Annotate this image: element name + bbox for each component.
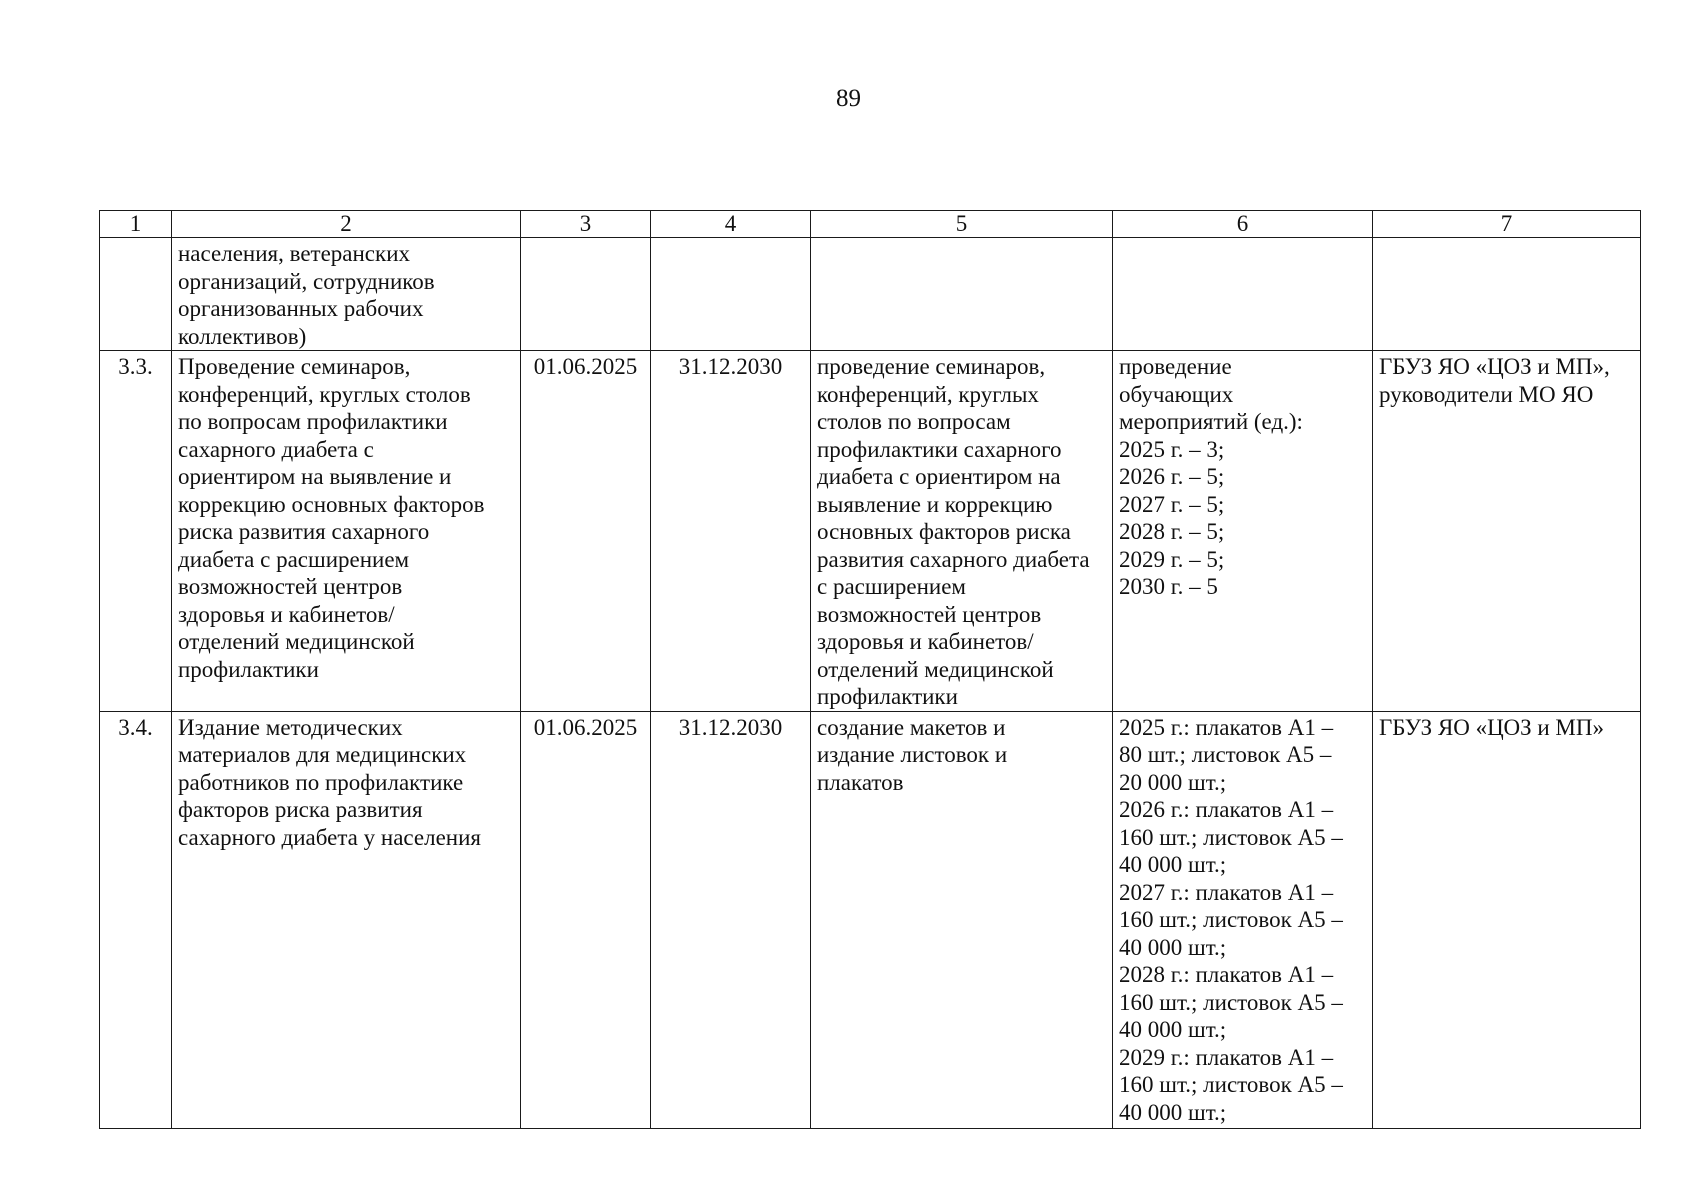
result-cell: проведение семинаров, конференций, круглых столов по вопросам профилактики сахарного диабета с ориентиром на выявление и коррекцию основных факторов риска развития сахарного диабета с расширением возможностей центров здоровья и кабинетов/ отделений медицинской профилактики bbox=[811, 351, 1113, 712]
start-date-cell: 01.06.2025 bbox=[521, 351, 651, 712]
table-row bbox=[100, 351, 1641, 712]
column-header: 6 bbox=[1113, 211, 1373, 238]
page-number: 89 bbox=[836, 85, 861, 112]
end-date-cell bbox=[651, 238, 811, 351]
indicator-cell bbox=[1113, 238, 1373, 351]
executor-cell: ГБУЗ ЯО «ЦОЗ и МП» bbox=[1373, 711, 1641, 1128]
column-header: 3 bbox=[521, 211, 651, 238]
start-date-cell: 01.06.2025 bbox=[521, 711, 651, 1128]
column-header: 1 bbox=[100, 211, 172, 238]
column-header: 7 bbox=[1373, 211, 1641, 238]
row-number-cell bbox=[100, 238, 172, 351]
row-number-cell: 3.4. bbox=[100, 711, 172, 1128]
start-date-cell bbox=[521, 238, 651, 351]
executor-cell: ГБУЗ ЯО «ЦОЗ и МП», руководители МО ЯО bbox=[1373, 351, 1641, 712]
result-cell bbox=[811, 238, 1113, 351]
column-header-row bbox=[100, 211, 1641, 238]
table-row bbox=[100, 238, 1641, 351]
activity-cell: Проведение семинаров, конференций, круглых столов по вопросам профилактики сахарного диабета с ориентиром на выявление и коррекцию основных факторов риска развития сахарного диабета с расширением возможностей центров здоровья и кабинетов/ отделений медицинской профилактики bbox=[172, 351, 521, 712]
row-number-cell: 3.3. bbox=[100, 351, 172, 712]
activity-cell: населения, ветеранских организаций, сотрудников организованных рабочих коллективов) bbox=[172, 238, 521, 351]
activity-cell: Издание методических материалов для медицинских работников по профилактике факторов риска развития сахарного диабета у населения bbox=[172, 711, 521, 1128]
column-header: 4 bbox=[651, 211, 811, 238]
indicator-cell: 2025 г.: плакатов А1 – 80 шт.; листовок А5 – 20 000 шт.; 2026 г.: плакатов А1 – 160 шт.; листовок А5 – 40 000 шт.; 2027 г.: плакатов А1 – 160 шт.; листовок А5 – 40 000 шт.; 2028 г.: плакатов А1 – 160 шт.; листовок А5 – 40 000 шт.; 2029 г.: плакатов А1 – 160 шт.; листовок А5 – 40 000 шт.; bbox=[1113, 711, 1373, 1128]
executor-cell bbox=[1373, 238, 1641, 351]
activities-table bbox=[99, 210, 1641, 1129]
end-date-cell: 31.12.2030 bbox=[651, 711, 811, 1128]
result-cell: создание макетов и издание листовок и плакатов bbox=[811, 711, 1113, 1128]
table-row bbox=[100, 711, 1641, 1128]
column-header: 5 bbox=[811, 211, 1113, 238]
column-header: 2 bbox=[172, 211, 521, 238]
end-date-cell: 31.12.2030 bbox=[651, 351, 811, 712]
indicator-cell: проведение обучающих мероприятий (ед.): 2025 г. – 3; 2026 г. – 5; 2027 г. – 5; 2028 г. – 5; 2029 г. – 5; 2030 г. – 5 bbox=[1113, 351, 1373, 712]
